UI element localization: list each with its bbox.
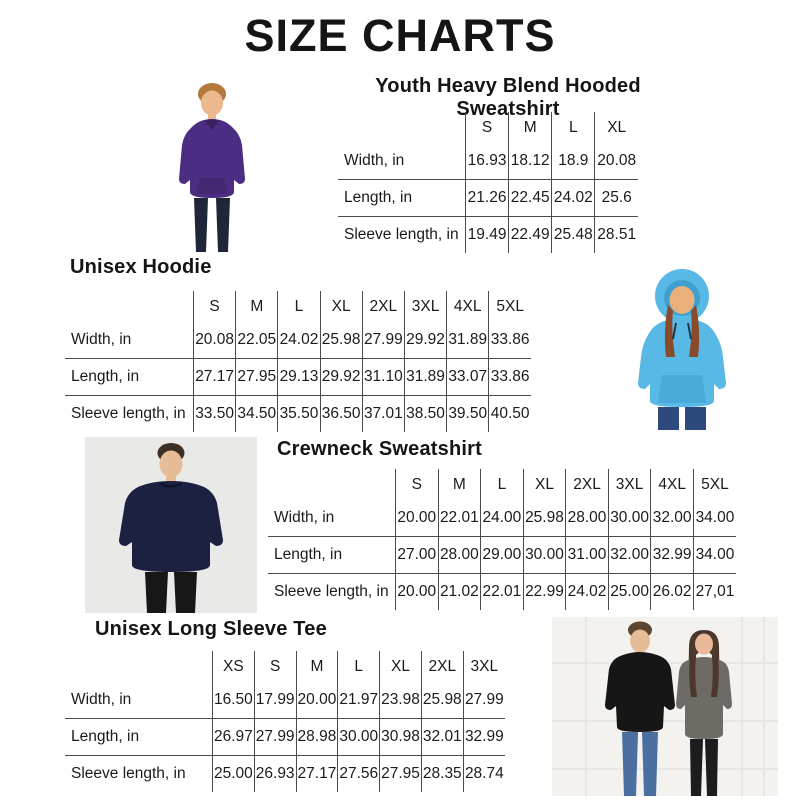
size-value-cell: 26.97: [213, 719, 255, 756]
size-value-cell: 22.99: [523, 574, 566, 611]
size-value-cell: 39.50: [447, 396, 489, 433]
size-column-header: 2XL: [362, 291, 404, 322]
size-value-cell: 18.12: [509, 143, 552, 180]
size-column-header: XS: [213, 651, 255, 682]
size-value-cell: 16.50: [213, 682, 255, 719]
size-value-cell: 28.51: [595, 217, 638, 254]
corner-cell: [268, 469, 396, 500]
size-value-cell: 22.05: [236, 322, 278, 359]
size-column-header: 5XL: [693, 469, 736, 500]
size-value-cell: 33.86: [489, 322, 531, 359]
table-row: [338, 217, 638, 254]
corner-cell: [338, 112, 466, 143]
size-value-cell: 22.45: [509, 180, 552, 217]
size-column-header: L: [481, 469, 524, 500]
size-value-cell: 23.98: [380, 682, 422, 719]
size-value-cell: 27.00: [396, 537, 439, 574]
size-value-cell: 31.00: [566, 537, 609, 574]
size-value-cell: 20.08: [595, 143, 638, 180]
size-value-cell: 22.49: [509, 217, 552, 254]
size-column-header: S: [466, 112, 509, 143]
size-value-cell: 21.26: [466, 180, 509, 217]
size-value-cell: 32.01: [421, 719, 463, 756]
size-column-header: 2XL: [421, 651, 463, 682]
size-value-cell: 28.74: [463, 756, 505, 793]
table-row: [338, 180, 638, 217]
size-value-cell: 27.17: [296, 756, 338, 793]
size-value-cell: 27,01: [693, 574, 736, 611]
size-value-cell: 25.98: [523, 500, 566, 537]
section-heading-youth: Youth Heavy Blend Hooded Sweatshirt: [375, 75, 641, 120]
measurement-row-label: Sleeve length, in: [268, 574, 396, 611]
measurement-row-label: Length, in: [268, 537, 396, 574]
size-value-cell: 28.00: [566, 500, 609, 537]
table-row: [65, 322, 531, 359]
header-row: [65, 651, 505, 682]
measurement-row-label: Width, in: [65, 682, 213, 719]
size-table: [65, 651, 505, 792]
section-heading-long-sleeve-tee: Unisex Long Sleeve Tee: [95, 618, 327, 640]
size-column-header: XL: [595, 112, 638, 143]
size-value-cell: 33.07: [447, 359, 489, 396]
size-column-header: 3XL: [608, 469, 651, 500]
header-row: [65, 291, 531, 322]
size-value-cell: 27.95: [380, 756, 422, 793]
size-column-header: L: [338, 651, 380, 682]
size-value-cell: 25.48: [552, 217, 595, 254]
size-column-header: L: [552, 112, 595, 143]
couple-man-face: [630, 630, 650, 653]
size-value-cell: 24.02: [552, 180, 595, 217]
size-value-cell: 32.00: [651, 500, 694, 537]
size-value-cell: 17.99: [254, 682, 296, 719]
size-value-cell: 27.95: [236, 359, 278, 396]
measurement-row-label: Length, in: [65, 359, 194, 396]
size-value-cell: 29.13: [278, 359, 320, 396]
table-row: [268, 500, 736, 537]
woman-jeans: [658, 407, 706, 430]
youth-size-table: [338, 112, 638, 253]
table-row: [65, 396, 531, 433]
size-value-cell: 40.50: [489, 396, 531, 433]
size-value-cell: 24.00: [481, 500, 524, 537]
woman-face: [670, 286, 695, 314]
measurement-row-label: Sleeve length, in: [338, 217, 466, 254]
size-column-header: XL: [320, 291, 362, 322]
size-value-cell: 33.50: [194, 396, 236, 433]
size-column-header: 4XL: [447, 291, 489, 322]
size-value-cell: 22.01: [438, 500, 481, 537]
size-value-cell: 28.00: [438, 537, 481, 574]
size-value-cell: 38.50: [404, 396, 446, 433]
header-row: [268, 469, 736, 500]
size-value-cell: 25.00: [608, 574, 651, 611]
size-value-cell: 18.9: [552, 143, 595, 180]
size-value-cell: 29.92: [320, 359, 362, 396]
measurement-row-label: Sleeve length, in: [65, 396, 194, 433]
size-value-cell: 29.00: [481, 537, 524, 574]
size-value-cell: 25.98: [320, 322, 362, 359]
size-value-cell: 25.98: [421, 682, 463, 719]
navy-crewneck-body: [119, 481, 223, 572]
size-value-cell: 32.00: [608, 537, 651, 574]
size-value-cell: 16.93: [466, 143, 509, 180]
boy-face: [201, 91, 223, 116]
unisex-hoodie-size-table: [65, 291, 531, 432]
size-value-cell: 20.00: [396, 500, 439, 537]
size-value-cell: 24.02: [566, 574, 609, 611]
crewneck-size-table: [268, 469, 736, 610]
table-row: [268, 574, 736, 611]
size-value-cell: 22.01: [481, 574, 524, 611]
size-table: [268, 469, 736, 610]
size-value-cell: 25.00: [213, 756, 255, 793]
crewneck-model-photo: [85, 437, 257, 613]
size-value-cell: 34.00: [693, 537, 736, 574]
size-value-cell: 27.56: [338, 756, 380, 793]
section-heading-unisex-hoodie: Unisex Hoodie: [70, 256, 212, 278]
table-row: [65, 682, 505, 719]
measurement-row-label: Width, in: [268, 500, 396, 537]
measurement-row-label: Width, in: [65, 322, 194, 359]
size-value-cell: 35.50: [278, 396, 320, 433]
size-column-header: M: [236, 291, 278, 322]
size-value-cell: 28.35: [421, 756, 463, 793]
table-row: [338, 143, 638, 180]
size-value-cell: 26.02: [651, 574, 694, 611]
size-column-header: L: [278, 291, 320, 322]
size-value-cell: 28.98: [296, 719, 338, 756]
boy-neck: [208, 113, 216, 120]
table-row: [65, 756, 505, 793]
table-row: [268, 537, 736, 574]
youth-model-photo: [160, 80, 264, 252]
size-column-header: 2XL: [566, 469, 609, 500]
measurement-row-label: Width, in: [338, 143, 466, 180]
size-value-cell: 30.00: [338, 719, 380, 756]
size-value-cell: 33.86: [489, 359, 531, 396]
size-column-header: XL: [523, 469, 566, 500]
size-table: [338, 112, 638, 253]
size-value-cell: 27.99: [463, 682, 505, 719]
size-value-cell: 31.89: [447, 322, 489, 359]
size-value-cell: 20.00: [396, 574, 439, 611]
size-column-header: M: [296, 651, 338, 682]
size-value-cell: 30.00: [608, 500, 651, 537]
size-value-cell: 29.92: [404, 322, 446, 359]
table-row: [65, 719, 505, 756]
section-heading-crewneck: Crewneck Sweatshirt: [277, 438, 482, 460]
size-value-cell: 36.50: [320, 396, 362, 433]
man-face: [160, 451, 183, 478]
size-value-cell: 31.89: [404, 359, 446, 396]
hoodie-kangaroo-pocket: [658, 375, 706, 403]
unisex-hoodie-model-photo: [606, 263, 768, 430]
measurement-row-label: Sleeve length, in: [65, 756, 213, 793]
size-value-cell: 30.98: [380, 719, 422, 756]
size-value-cell: 27.17: [194, 359, 236, 396]
hoodie-pocket: [197, 178, 227, 194]
size-value-cell: 30.00: [523, 537, 566, 574]
measurement-row-label: Length, in: [338, 180, 466, 217]
size-value-cell: 21.02: [438, 574, 481, 611]
size-column-header: S: [254, 651, 296, 682]
size-value-cell: 27.99: [362, 322, 404, 359]
size-value-cell: 24.02: [278, 322, 320, 359]
size-column-header: 3XL: [404, 291, 446, 322]
long-sleeve-tee-size-table: [65, 651, 505, 792]
size-value-cell: 34.00: [693, 500, 736, 537]
table-row: [65, 359, 531, 396]
measurement-row-label: Length, in: [65, 719, 213, 756]
size-value-cell: 31.10: [362, 359, 404, 396]
size-column-header: 3XL: [463, 651, 505, 682]
size-column-header: 4XL: [651, 469, 694, 500]
size-column-header: M: [438, 469, 481, 500]
size-value-cell: 20.08: [194, 322, 236, 359]
size-value-cell: 25.6: [595, 180, 638, 217]
size-value-cell: 27.99: [254, 719, 296, 756]
size-column-header: S: [396, 469, 439, 500]
corner-cell: [65, 291, 194, 322]
page-title: SIZE CHARTS: [244, 10, 556, 61]
size-value-cell: 26.93: [254, 756, 296, 793]
size-value-cell: 19.49: [466, 217, 509, 254]
size-column-header: XL: [380, 651, 422, 682]
size-column-header: 5XL: [489, 291, 531, 322]
size-value-cell: 34.50: [236, 396, 278, 433]
header-row: [338, 112, 638, 143]
size-value-cell: 20.00: [296, 682, 338, 719]
size-table: [65, 291, 531, 432]
boy-jeans: [194, 198, 230, 252]
size-value-cell: 32.99: [463, 719, 505, 756]
size-value-cell: 21.97: [338, 682, 380, 719]
long-sleeve-tee-models-photo: [552, 617, 778, 796]
size-column-header: M: [509, 112, 552, 143]
size-value-cell: 32.99: [651, 537, 694, 574]
couple-woman-face: [695, 634, 713, 655]
size-value-cell: 37.01: [362, 396, 404, 433]
size-column-header: S: [194, 291, 236, 322]
corner-cell: [65, 651, 213, 682]
